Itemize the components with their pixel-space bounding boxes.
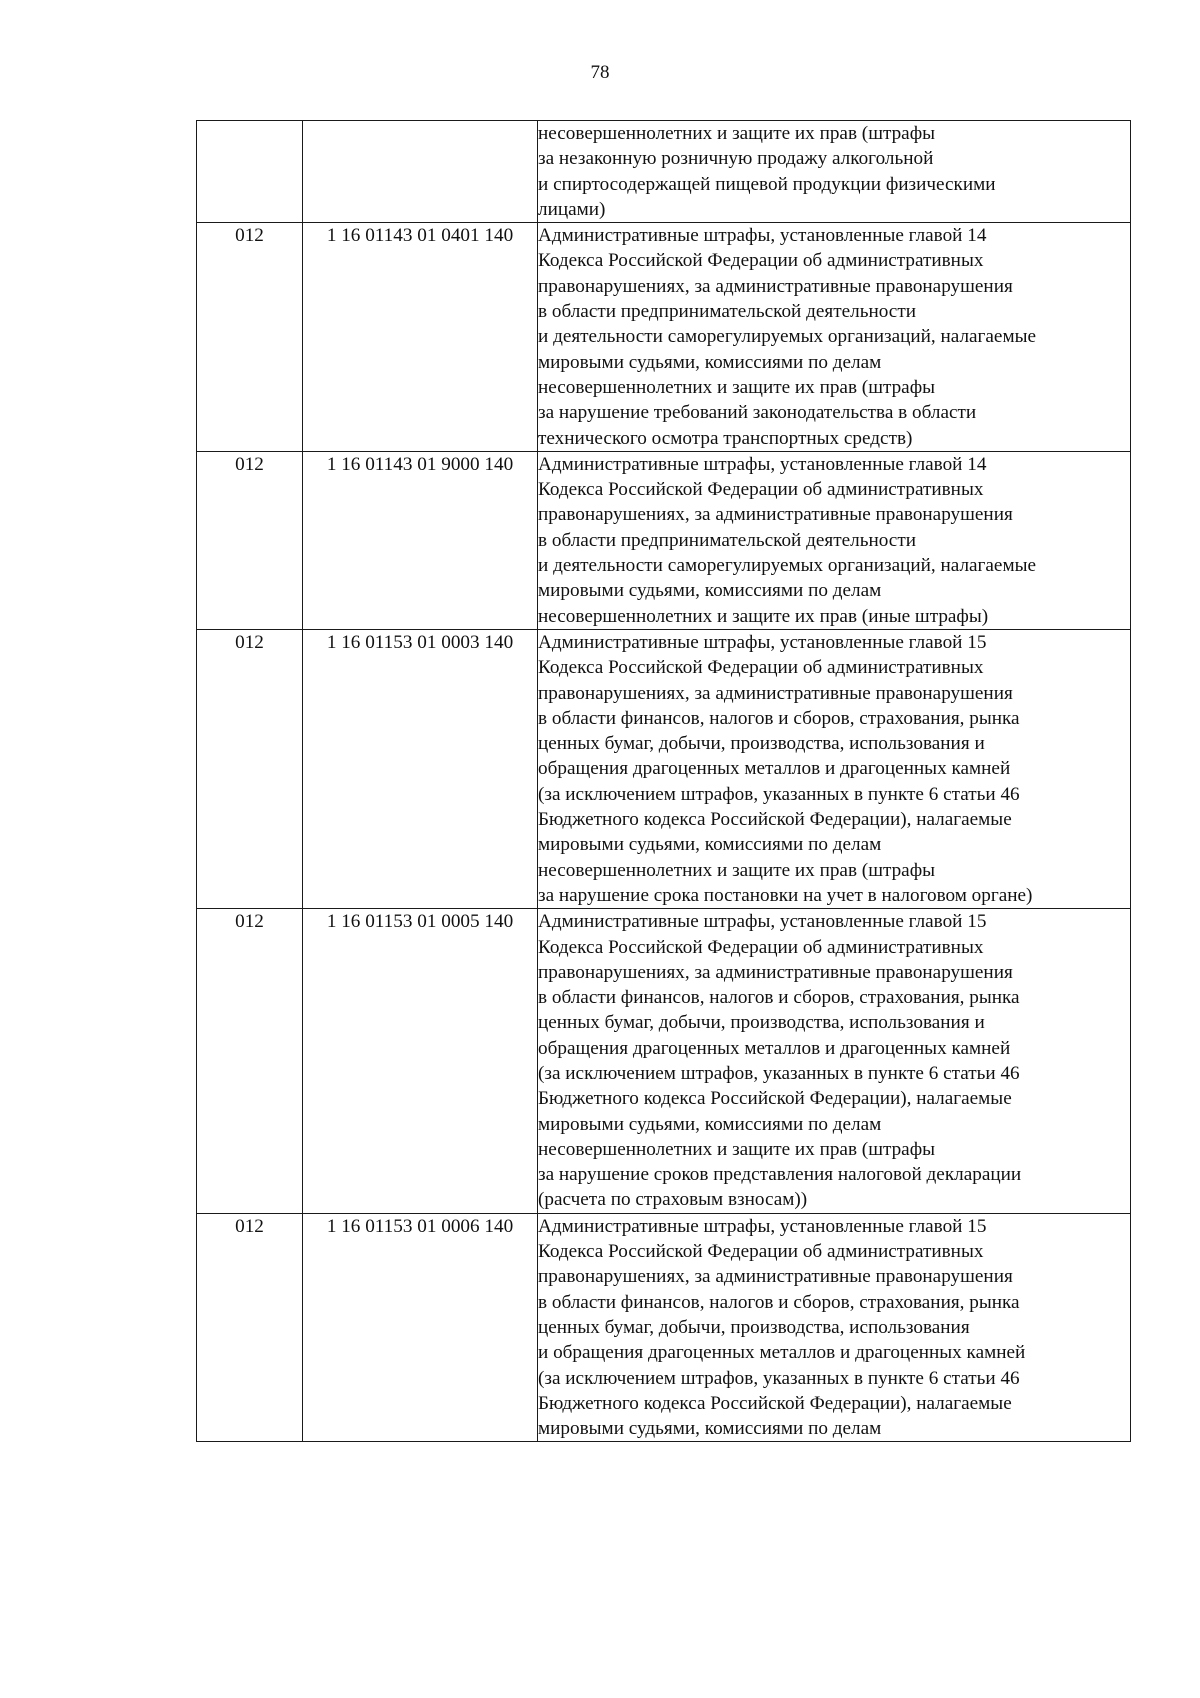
description-line: ценных бумаг, добычи, производства, использования: [538, 1316, 970, 1338]
description-line: мировыми судьями, комиссиями по делам: [538, 1113, 882, 1135]
description-line: правонарушениях, за административные правонарушения: [538, 682, 1013, 704]
table-row: [197, 1213, 1131, 1442]
description-line: Административные штрафы, установленные главой 15: [538, 1215, 987, 1237]
admin-code-cell: [197, 121, 303, 223]
kbk-code-cell: 1 16 01153 01 0005 140: [303, 909, 538, 1214]
table-row: [197, 121, 1131, 223]
description-line: в области предпринимательской деятельности: [538, 529, 916, 551]
description-line: и обращения драгоценных металлов и драгоценных камней: [538, 1342, 1026, 1364]
description-cell: [538, 629, 1131, 908]
kbk-code-cell: [303, 121, 538, 223]
kbk-code-cell: 1 16 01153 01 0003 140: [303, 629, 538, 908]
description-cell: [538, 909, 1131, 1214]
description-line: мировыми судьями, комиссиями по делам: [538, 1418, 882, 1440]
description-line: Кодекса Российской Федерации об административных: [538, 657, 984, 679]
table-row: [197, 223, 1131, 452]
description-line: Административные штрафы, установленные главой 14: [538, 453, 987, 475]
table-row: [197, 909, 1131, 1214]
description-line: Кодекса Российской Федерации об административных: [538, 936, 984, 958]
description-line: в области финансов, налогов и сборов, страхования, рынка: [538, 987, 1020, 1009]
description-line: (за исключением штрафов, указанных в пункте 6 статьи 46: [538, 783, 1020, 805]
admin-code-cell: 012: [197, 1213, 303, 1442]
description-line: за нарушение сроков представления налоговой декларации: [538, 1164, 1022, 1186]
description-line: правонарушениях, за административные правонарушения: [538, 504, 1013, 526]
description-line: за нарушение требований законодательства в области: [538, 402, 977, 424]
budget-codes-table: [196, 120, 1131, 1442]
kbk-code-cell: 1 16 01153 01 0006 140: [303, 1213, 538, 1442]
description-line: несовершеннолетних и защите их прав (штрафы: [538, 123, 936, 144]
description-line: несовершеннолетних и защите их прав (штрафы: [538, 1138, 936, 1160]
description-line: обращения драгоценных металлов и драгоценных камней: [538, 758, 1011, 780]
table-row: [197, 451, 1131, 629]
description-line: несовершеннолетних и защите их прав (иные штрафы): [538, 605, 989, 627]
admin-code-cell: 012: [197, 451, 303, 629]
description-line: ценных бумаг, добычи, производства, использования и: [538, 1012, 985, 1034]
admin-code-cell: 012: [197, 629, 303, 908]
description-line: за нарушение срока постановки на учет в налоговом органе): [538, 884, 1033, 906]
description-line: обращения драгоценных металлов и драгоценных камней: [538, 1037, 1011, 1059]
description-line: мировыми судьями, комиссиями по делам: [538, 580, 882, 602]
description-line: правонарушениях, за административные правонарушения: [538, 275, 1013, 297]
description-line: несовершеннолетних и защите их прав (штрафы: [538, 859, 936, 881]
description-line: Бюджетного кодекса Российской Федерации), налагаемые: [538, 809, 1012, 831]
description-cell: [538, 451, 1131, 629]
description-line: Административные штрафы, установленные главой 14: [538, 225, 987, 247]
description-cell: [538, 1213, 1131, 1442]
description-line: Административные штрафы, установленные главой 15: [538, 631, 987, 653]
table-row: [197, 629, 1131, 908]
description-line: (за исключением штрафов, указанных в пункте 6 статьи 46: [538, 1367, 1020, 1389]
description-line: и деятельности саморегулируемых организаций, налагаемые: [538, 555, 1037, 577]
table-body: [197, 121, 1131, 1442]
admin-code-cell: 012: [197, 909, 303, 1214]
description-line: Кодекса Российской Федерации об административных: [538, 1241, 984, 1263]
description-line: Кодекса Российской Федерации об административных: [538, 479, 984, 501]
description-line: несовершеннолетних и защите их прав (штрафы: [538, 376, 936, 398]
admin-code-cell: 012: [197, 223, 303, 452]
description-line: ценных бумаг, добычи, производства, использования и: [538, 733, 985, 755]
description-line: (за исключением штрафов, указанных в пункте 6 статьи 46: [538, 1062, 1020, 1084]
description-line: Бюджетного кодекса Российской Федерации), налагаемые: [538, 1392, 1012, 1414]
description-line: правонарушениях, за административные правонарушения: [538, 961, 1013, 983]
kbk-code-cell: 1 16 01143 01 9000 140: [303, 451, 538, 629]
description-line: правонарушениях, за административные правонарушения: [538, 1266, 1013, 1288]
description-line: лицами): [538, 198, 606, 220]
kbk-code-cell: 1 16 01143 01 0401 140: [303, 223, 538, 452]
description-line: (расчета по страховым взносам)): [538, 1189, 808, 1211]
description-line: в области финансов, налогов и сборов, страхования, рынка: [538, 707, 1020, 729]
description-line: в области предпринимательской деятельности: [538, 301, 916, 323]
description-line: мировыми судьями, комиссиями по делам: [538, 351, 882, 373]
description-line: Административные штрафы, установленные главой 15: [538, 911, 987, 933]
description-line: и деятельности саморегулируемых организаций, налагаемые: [538, 326, 1037, 348]
description-line: в области финансов, налогов и сборов, страхования, рынка: [538, 1291, 1020, 1313]
description-cell: [538, 223, 1131, 452]
description-line: Бюджетного кодекса Российской Федерации), налагаемые: [538, 1088, 1012, 1110]
description-cell: [538, 121, 1131, 223]
description-line: за незаконную розничную продажу алкогольной: [538, 148, 934, 170]
description-line: Кодекса Российской Федерации об административных: [538, 250, 984, 272]
description-line: мировыми судьями, комиссиями по делам: [538, 834, 882, 856]
page-number: 78: [590, 62, 610, 83]
description-line: и спиртосодержащей пищевой продукции физическими: [538, 173, 996, 195]
description-line: технического осмотра транспортных средств): [538, 427, 913, 449]
